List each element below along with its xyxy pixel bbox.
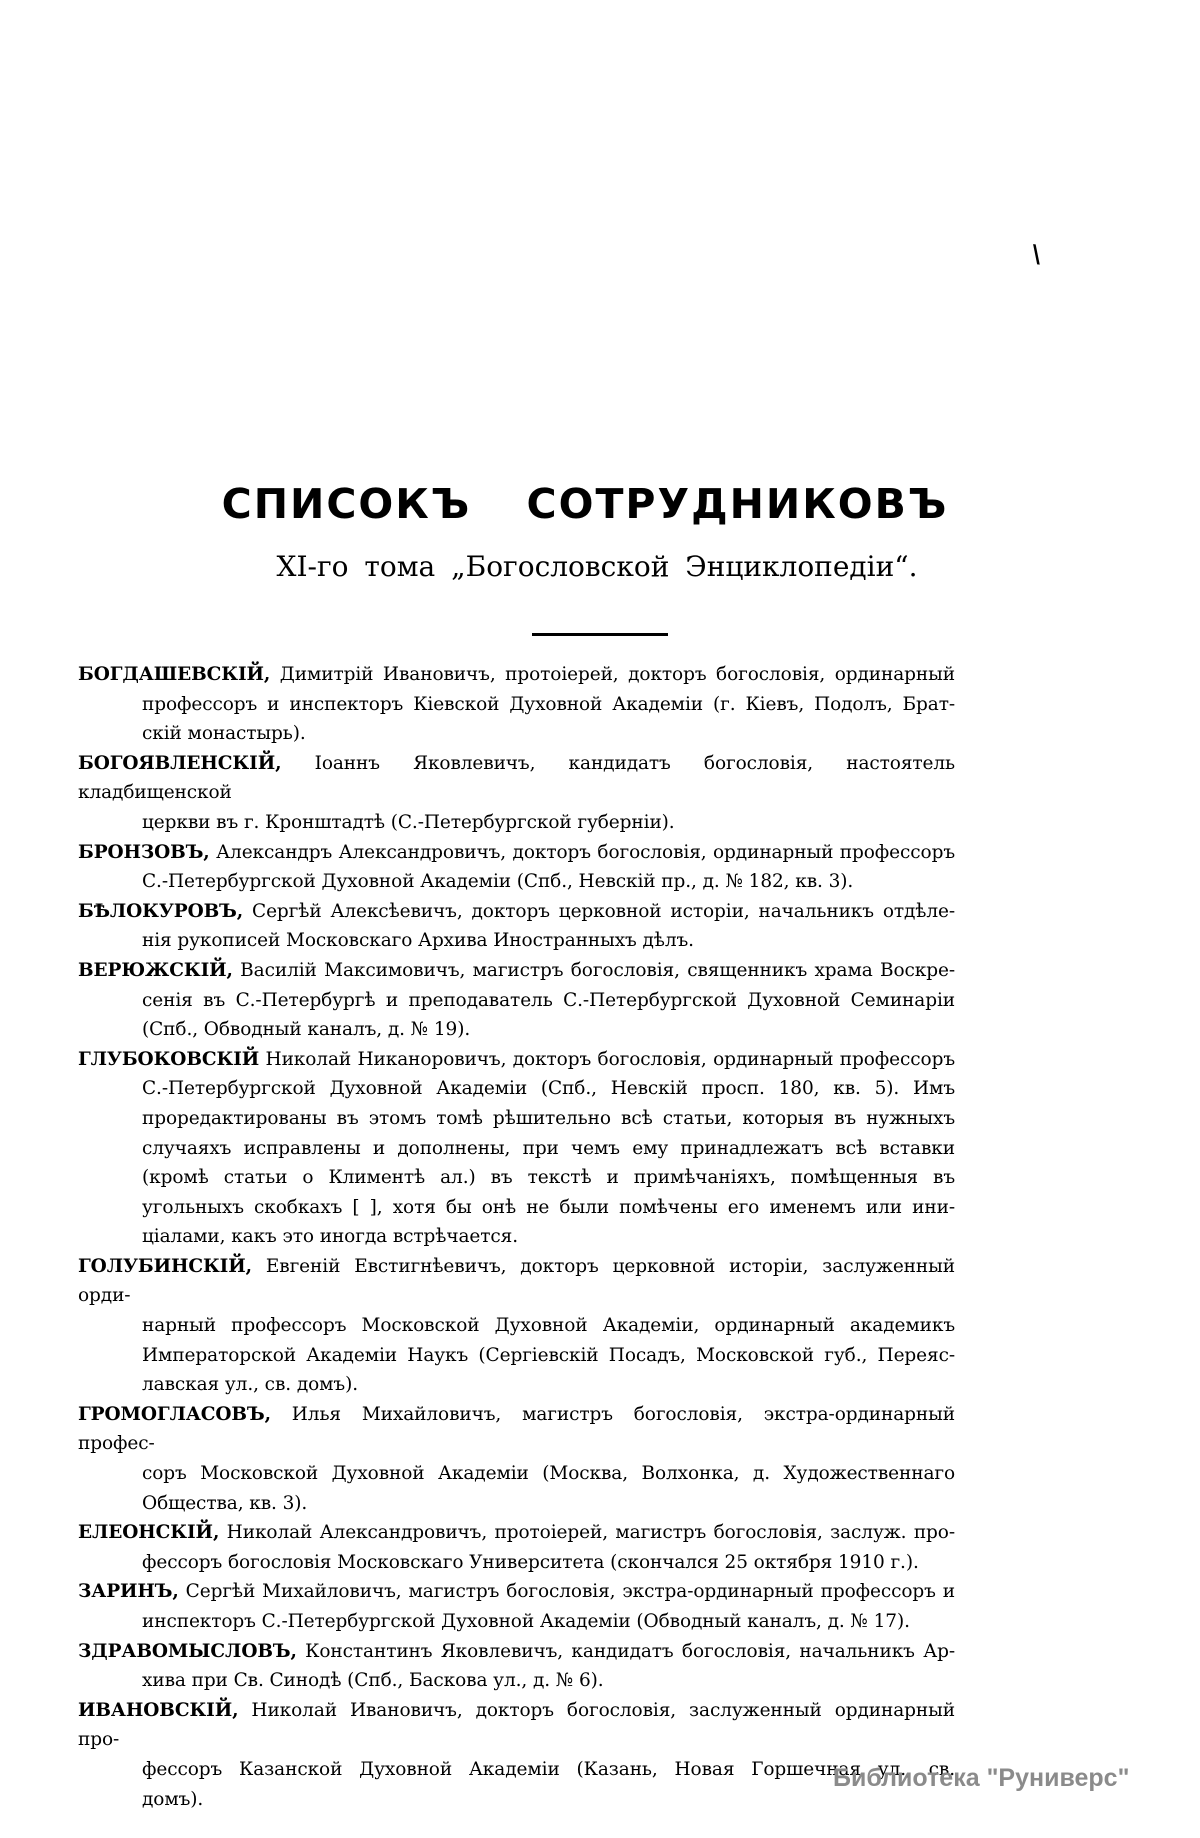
- contributor-surname: ЕЛЕОНСКІЙ,: [78, 1522, 220, 1544]
- entry-line: Императорской Академіи Наукъ (Сергіевскій Посадъ, Московской губ., Переяс-: [142, 1344, 955, 1366]
- contributor-entry: [78, 956, 955, 1045]
- entry-line: случаяхъ исправлены и дополнены, при чемъ ему принадлежатъ всѣ вставки: [142, 1137, 955, 1159]
- entry-line: сенія въ С.-Петербургѣ и преподаватель С.-Петербургской Духовной Семинаріи: [142, 989, 955, 1011]
- contributor-entry: [78, 1637, 955, 1696]
- entry-line: фессоръ богословія Московскаго Университета (скончался 25 октября 1910 г.).: [142, 1551, 919, 1573]
- entry-line: Общества, кв. 3).: [142, 1492, 308, 1514]
- entry-line: скій монастырь).: [142, 723, 306, 745]
- page-title: СПИСОКЪ СОТРУДНИКОВЪ: [221, 480, 949, 528]
- contributor-surname: ЗДРАВОМЫСЛОВЪ,: [78, 1640, 297, 1662]
- page-subtitle: XI-го тома „Богословской Энциклопедіи“.: [276, 550, 918, 583]
- entry-line: домъ).: [142, 1788, 204, 1810]
- contributor-entry: [78, 1696, 955, 1814]
- contributor-surname: ИВАНОВСКІЙ,: [78, 1699, 239, 1721]
- contributor-surname: БѢЛОКУРОВЪ,: [78, 900, 244, 922]
- entry-line: угольныхъ скобкахъ [ ], хотя бы онѣ не были помѣчены его именемъ или ини-: [142, 1196, 955, 1218]
- contributor-entry: [78, 749, 955, 838]
- contributor-entry: [78, 1252, 955, 1400]
- entry-line: С.-Петербургской Духовной Академіи (Спб., Невскій пр., д. № 182, кв. 3).: [142, 871, 854, 893]
- entry-line: ГРОМОГЛАСОВЪ, Илья Михайловичъ, магистръ богословія, экстра-ординарный профес-: [78, 1403, 955, 1455]
- contributor-entry: [78, 1400, 955, 1518]
- contributor-surname: ВЕРЮЖСКІЙ,: [78, 959, 233, 981]
- contributor-entry: [78, 838, 955, 897]
- contributor-surname: ГРОМОГЛАСОВЪ,: [78, 1403, 271, 1425]
- divider-rule: [532, 633, 668, 636]
- contributor-entry: [78, 1518, 955, 1577]
- contributor-surname: ГЛУБОКОВСКІЙ: [78, 1048, 260, 1070]
- entry-line: инспекторъ С.-Петербургской Духовной Академіи (Обводный каналъ, д. № 17).: [142, 1611, 910, 1632]
- entry-line: ВЕРЮЖСКІЙ, Василій Максимовичъ, магистръ богословія, священникъ храма Воскре-: [78, 959, 955, 981]
- entry-line: соръ Московской Духовной Академіи (Москва, Волхонка, д. Художественнаго: [142, 1463, 955, 1485]
- contributors-list: [78, 660, 955, 1814]
- entry-line: ГЛУБОКОВСКІЙ Николай Никаноровичъ, докторъ богословія, ординарный профессоръ: [78, 1048, 955, 1070]
- entry-line: нарный профессоръ Московской Духовной Академіи, ординарный академикъ: [142, 1315, 955, 1337]
- contributor-entry: [78, 1577, 955, 1636]
- entry-line: (кромѣ статьи о Климентѣ ал.) въ текстѣ и примѣчаніяхъ, помѣщенныя въ: [142, 1167, 955, 1189]
- entry-line: хива при Св. Синодѣ (Спб., Баскова ул., д. № 6).: [142, 1670, 604, 1692]
- entry-line: (Спб., Обводный каналъ, д. № 19).: [142, 1019, 471, 1041]
- entry-line: БОГОЯВЛЕНСКІЙ, Іоаннъ Яковлевичъ, кандидатъ богословія, настоятель кладбищенской: [78, 752, 955, 804]
- scan-stray-mark: \: [1030, 239, 1043, 269]
- entry-line: С.-Петербургской Духовной Академіи (Спб., Невскій просп. 180, кв. 5). Имъ: [142, 1078, 955, 1100]
- entry-line: нія рукописей Московскаго Архива Иностранныхъ дѣлъ.: [142, 930, 694, 952]
- contributor-entry: [78, 660, 955, 749]
- contributor-surname: ГОЛУБИНСКІЙ,: [78, 1255, 252, 1277]
- contributor-entry: [78, 897, 955, 956]
- entry-line: церкви въ г. Кронштадтѣ (С.-Петербургской губерніи).: [142, 811, 675, 833]
- entry-line: БРОНЗОВЪ, Александръ Александровичъ, докторъ богословія, ординарный профессоръ: [78, 841, 955, 863]
- contributor-surname: БОГДАШЕВСКІЙ,: [78, 664, 271, 685]
- entry-line: профессоръ и инспекторъ Кіевской Духовной Академіи (г. Кіевъ, Подолъ, Брат-: [142, 693, 955, 715]
- library-watermark: Библиотека "Руниверс": [833, 1764, 1130, 1792]
- entry-line: БѢЛОКУРОВЪ, Сергѣй Алексѣевичъ, докторъ церковной исторіи, начальникъ отдѣле-: [78, 900, 955, 922]
- contributor-entry: [78, 1045, 955, 1252]
- contributor-surname: БОГОЯВЛЕНСКІЙ,: [78, 752, 282, 774]
- entry-line: ЕЛЕОНСКІЙ, Николай Александровичъ, протоіерей, магистръ богословія, заслуж. про-: [78, 1522, 955, 1544]
- entry-line: БОГДАШЕВСКІЙ, Димитрій Ивановичъ, протоіерей, докторъ богословія, ординарный: [78, 664, 955, 685]
- entry-line: лавская ул., св. домъ).: [142, 1374, 359, 1396]
- entry-line: ИВАНОВСКІЙ, Николай Ивановичъ, докторъ богословія, заслуженный ординарный про-: [78, 1699, 955, 1751]
- contributor-surname: БРОНЗОВЪ,: [78, 841, 210, 863]
- entry-line: ЗАРИНЪ, Сергѣй Михайловичъ, магистръ богословія, экстра-ординарный профессоръ и: [78, 1581, 955, 1603]
- entry-line: ціалами, какъ это иногда встрѣчается.: [142, 1226, 518, 1248]
- entry-line: ЗДРАВОМЫСЛОВЪ, Константинъ Яковлевичъ, кандидатъ богословія, начальникъ Ар-: [78, 1640, 955, 1662]
- contributor-surname: ЗАРИНЪ,: [78, 1581, 179, 1603]
- entry-line: фессоръ Казанской Духовной Академіи (Казань, Новая Горшечная ул., св.: [142, 1758, 955, 1780]
- entry-line: ГОЛУБИНСКІЙ, Евгеній Евстигнѣевичъ, докторъ церковной исторіи, заслуженный орди-: [78, 1255, 955, 1307]
- entry-line: проредактированы въ этомъ томѣ рѣшительно всѣ статьи, которыя въ нужныхъ: [142, 1107, 955, 1129]
